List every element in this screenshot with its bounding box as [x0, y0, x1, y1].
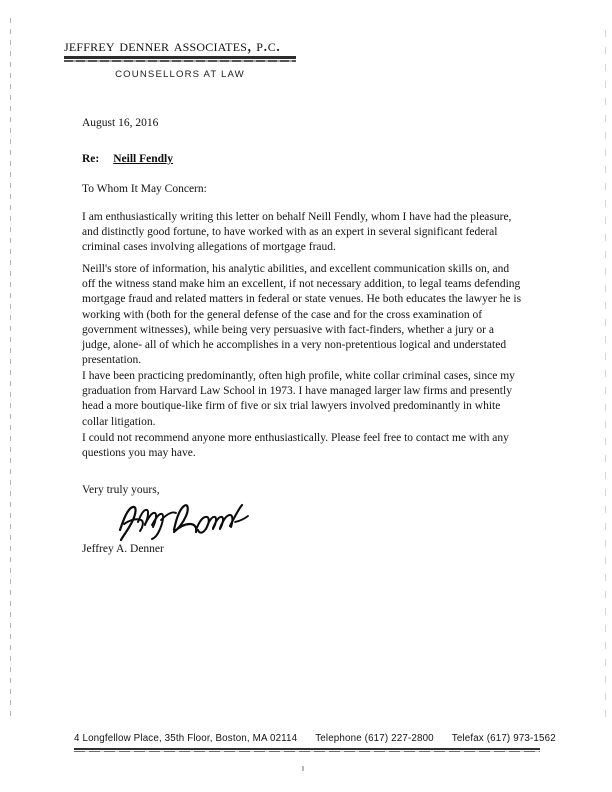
letterhead-rule-primary	[64, 56, 296, 59]
footer-telephone: Telephone (617) 227-2800	[315, 733, 434, 744]
footer-contact-line	[74, 733, 556, 744]
body-paragraph: I have been practicing predominantly, often high profile, white collar criminal cases, since my graduation from Harvard Law School in 1973. I have managed larger law firms and presently head a more boutique-like firm of five or six trial lawyers involved predominantly in white collar litigation.	[82, 370, 515, 428]
closing-salutation: Very truly yours,	[82, 484, 160, 496]
body-paragraph: I am enthusiastically writing this letter on behalf Neill Fendly, whom I have had the pleasure, and distinctly good fortune, to have worked with as an expert in several significant federal criminal cases involving allegations of mortgage fraud.	[82, 211, 512, 254]
signature-block	[82, 495, 302, 557]
firm-name: jeffrey denner associates, p.c.	[64, 35, 281, 55]
footer-telefax: Telefax (617) 973-1562	[451, 733, 556, 744]
footer-rule-primary	[74, 748, 540, 750]
subject-label: Re:	[82, 153, 100, 165]
letter-date: August 16, 2016	[82, 117, 159, 129]
scan-artifact-right-edge	[605, 30, 606, 720]
salutation: To Whom It May Concern:	[82, 183, 207, 195]
letterhead	[64, 36, 296, 80]
footer-address: 4 Longfellow Place, 35th Floor, Boston, MA 02114	[74, 733, 298, 744]
footer	[74, 733, 556, 752]
letterhead-rule-secondary	[64, 60, 296, 61]
body-paragraph: I could not recommend anyone more enthusiastically. Please feel free to contact me with any questions you may have.	[82, 432, 509, 460]
subject-line	[82, 153, 173, 165]
handwritten-signature-icon	[114, 500, 254, 542]
body-paragraph: Neill's store of information, his analytic abilities, and excellent communication skills on, and off the witness stand make him an excellent, if not necessary addition, to legal teams defending mortgage fraud and related matters in federal or state venues. He both educates the lawyer he is working with (both for the general defense of the case and for the cross examination of government witnesses), while being very persuasive with fact-finders, whether a jury or a judge, alone- all of which he accomplishes in a very non-pretentious logical and understated presentation.	[82, 263, 522, 367]
letterhead-tagline: COUNSELLORS AT LAW	[115, 68, 245, 80]
footer-rule-secondary	[74, 751, 540, 752]
subject-value: Neill Fendly	[113, 153, 173, 165]
scan-artifact-speck	[302, 766, 304, 771]
scan-artifact-left-edge	[10, 18, 11, 718]
signer-name: Jeffrey A. Denner	[82, 543, 164, 555]
